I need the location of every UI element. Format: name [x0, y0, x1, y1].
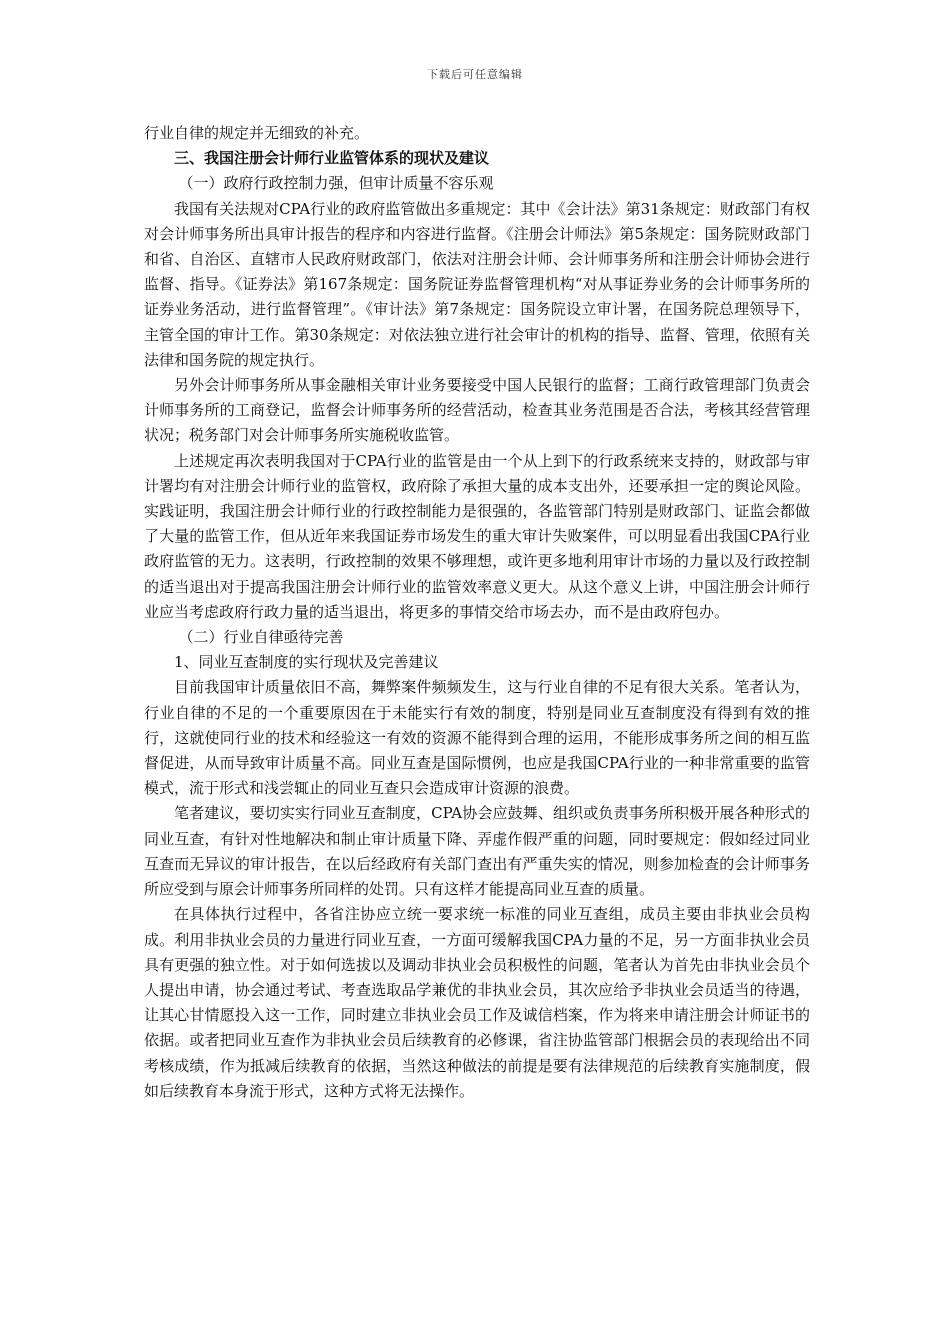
- subsection-heading-2: （二）行业自律亟待完善: [178, 628, 344, 647]
- page-header: 下载后可任意编辑: [427, 68, 523, 81]
- paragraph-peer-review-status: 目前我国审计质量依旧不高，舞弊案件频频发生，这与行业自律的不足有很大关系。笔者认为，行业自律的不足的一个重要原因在于未能实行有效的制度，特别是同业互查制度没有得到有效的推行，这就使同行业的技术和经验这一有效的资源不能得到合理的运用，不能形成事务所之间的相互监督促进，从而导致审计质量不高。同业互查是国际惯例，也应是我国CPA行业的一种非常重要的监管模式，流于形式和浅尝辄止的同业互查只会造成审计资源的浪费。: [144, 678, 810, 798]
- paragraph-regulations: 我国有关法规对CPA行业的政府监管做出多重规定：其中《会计法》第31条规定：财政部门有权对会计师事务所出具审计报告的程序和内容进行监督。《注册会计师法》第5条规定：国务院财政部门和省、自治区、直辖市人民政府财政部门，依法对注册会计师、会计师事务所和注册会计师协会进行监督、指导。《证券法》第167条规定：国务院证券监督管理机构“对从事证券业务的会计师事务所的证券业务活动，进行监督管理”。《审计法》第7条规定：国务院设立审计署，在国务院总理领导下，主管全国的审计工作。第30条规定：对依法独立进行社会审计的机构的指导、监督、管理，依照有关法律和国务院的规定执行。: [144, 199, 810, 369]
- document-body: [144, 121, 810, 1104]
- subsection-heading-1: （一）政府行政控制力强，但审计质量不容乐观: [178, 174, 494, 193]
- paragraph-continuation: 行业自律的规定并无细致的补充。: [144, 124, 370, 142]
- paragraph-other-supervision: 另外会计师事务所从事金融相关审计业务要接受中国人民银行的监督；工商行政管理部门负责会计师事务所的工商登记，监督会计师事务所的经营活动，检查其业务范围是否合法，考核其经营管理状况；税务部门对会计师事务所实施税收监管。: [144, 376, 810, 445]
- paragraph-peer-review-suggestion: 笔者建议，要切实实行同业互查制度，CPA协会应鼓舞、组织或负责事务所积极开展各种形式的同业互查，有针对性地解决和制止审计质量下降、弄虚作假严重的问题，同时要规定：假如经过同业互查而无异议的审计报告，在以后经政府有关部门查出有严重失实的情况，则参加检查的会计师事务所应受到与原会计师事务所同样的处罚。只有这样才能提高同业互查的质量。: [144, 804, 810, 899]
- paragraph-analysis: 上述规定再次表明我国对于CPA行业的监管是由一个从上到下的行政系统来支持的，财政部与审计署均有对注册会计师行业的监管权，政府除了承担大量的成本支出外，还要承担一定的舆论风险。实践证明，我国注册会计师行业的行政控制能力是很强的，各监管部门特别是财政部门、证监会都做了大量的监管工作，但从近年来我国证券市场发生的重大审计失败案件，可以明显看出我国CPA行业政府监管的无力。这表明，行政控制的效果不够理想，或许更多地利用审计市场的力量以及行政控制的适当退出对于提高我国注册会计师行业的监管效率意义更大。从这个意义上讲，中国注册会计师行业应当考虑政府行政力量的适当退出，将更多的事情交给市场去办，而不是由政府包办。: [144, 451, 810, 621]
- item-heading-peer-review: 1、同业互查制度的实行现状及完善建议: [174, 653, 439, 672]
- paragraph-peer-review-implementation: 在具体执行过程中，各省注协应立统一要求统一标准的同业互查组，成员主要由非执业会员构成。利用非执业会员的力量进行同业互查，一方面可缓解我国CPA力量的不足，另一方面非执业会员具有更强的独立性。对于如何选拔以及调动非执业会员积极性的问题，笔者认为首先由非执业会员个人提出申请，协会通过考试、考查选取品学兼优的非执业会员，其次应给予非执业会员适当的待遇，让其心甘情愿投入这一工作，同时建立非执业会员工作及诚信档案，作为将来申请注册会计师证书的依据。或者把同业互查作为非执业会员后续教育的必修课，省注协监管部门根据会员的表现给出不同考核成绩，作为抵减后续教育的依据，当然这种做法的前提是要有法律规范的后续教育实施制度，假如后续教育本身流于形式，这种方式将无法操作。: [144, 905, 810, 1100]
- section-heading: 三、我国注册会计师行业监管体系的现状及建议: [174, 149, 490, 168]
